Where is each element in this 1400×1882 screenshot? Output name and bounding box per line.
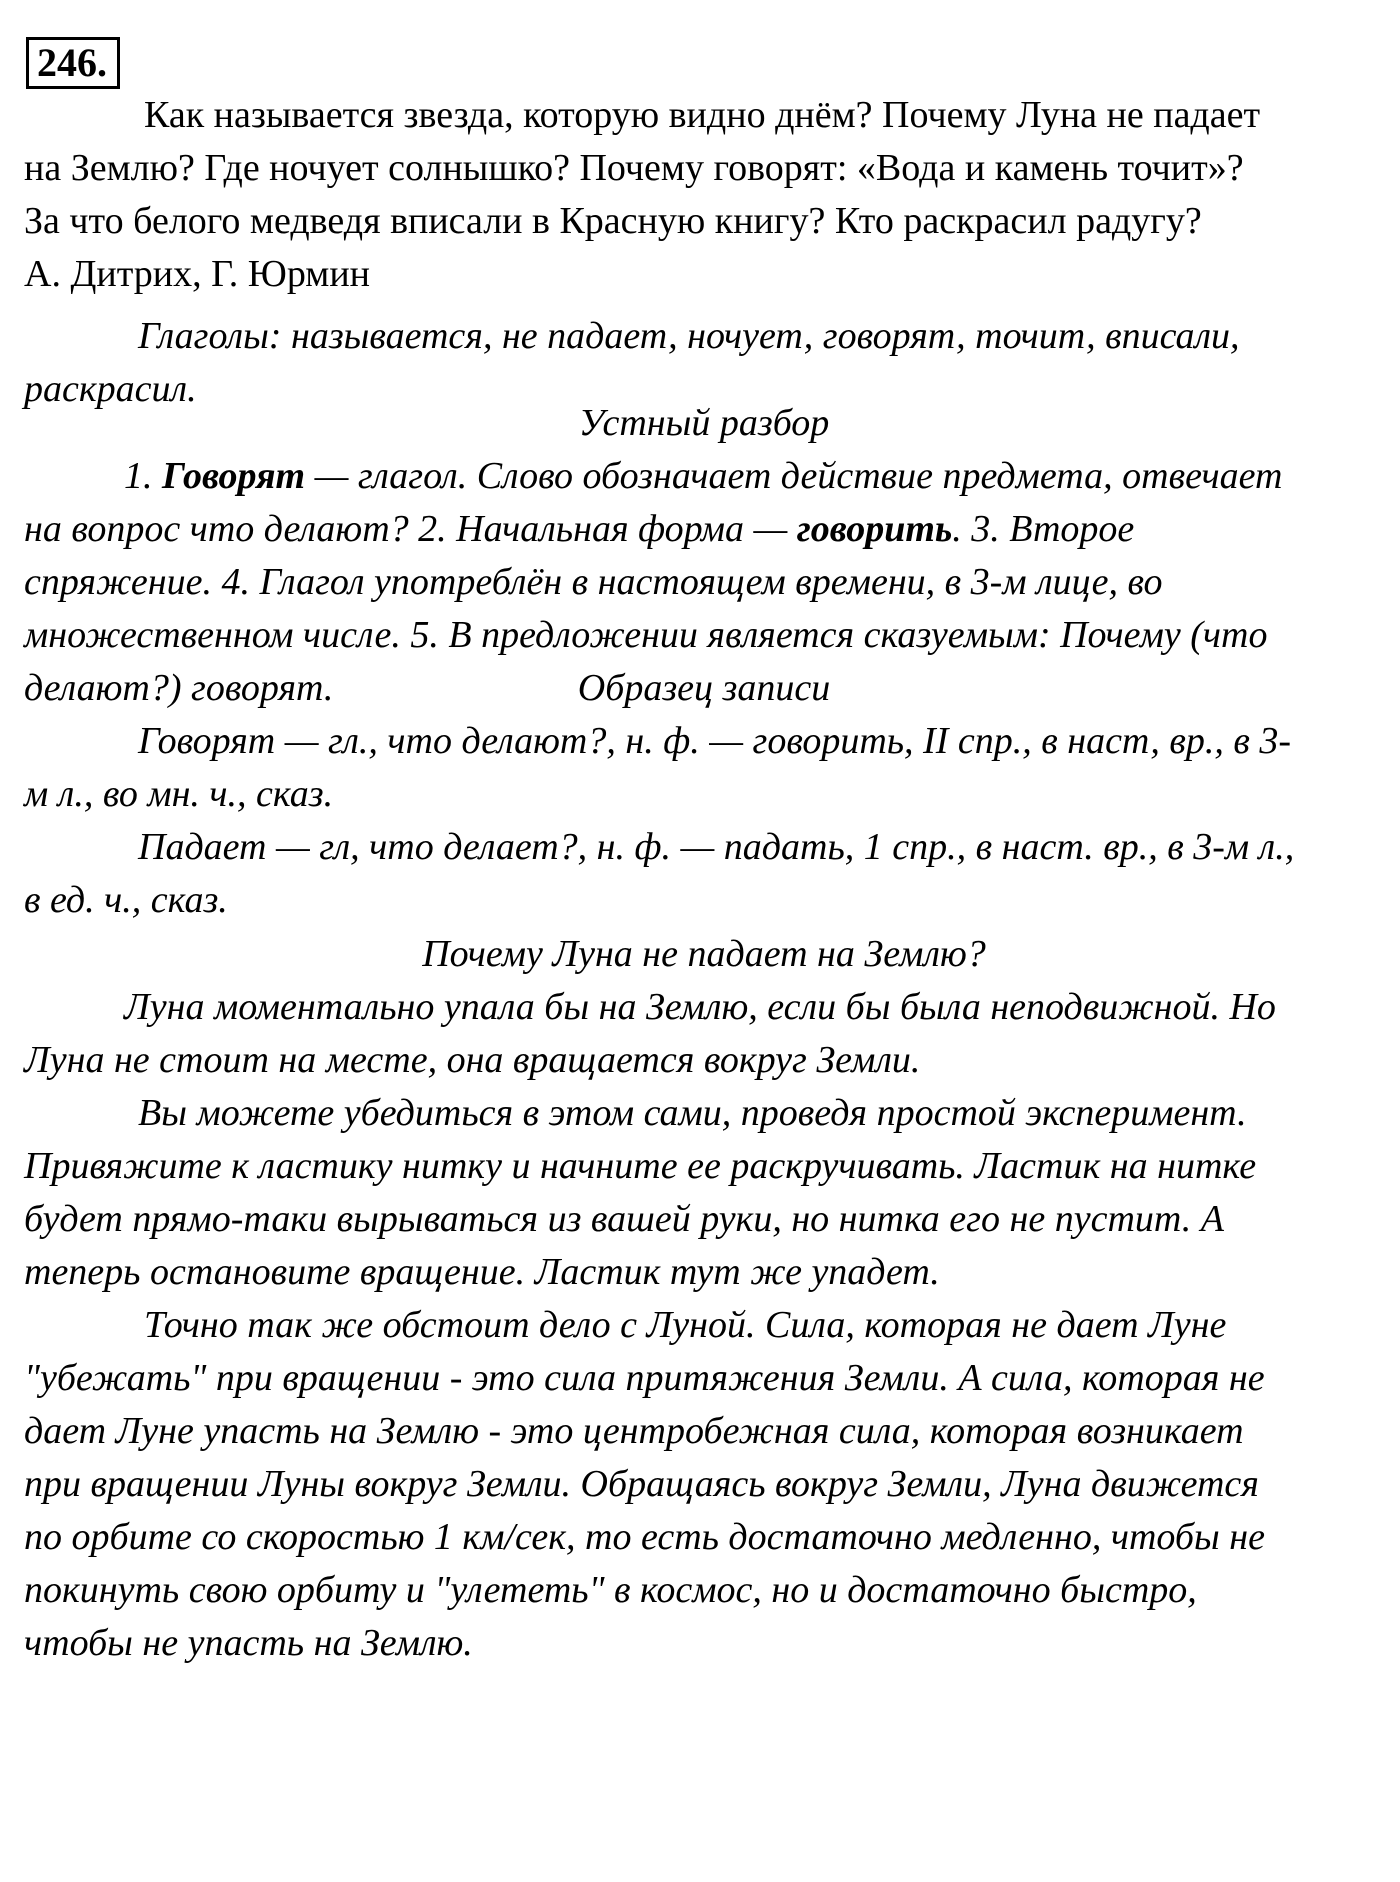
exercise-number: 246.	[26, 37, 120, 89]
paragraph-line: Привяжите к ластику нитку и начните ее раскручивать. Ластик на нитке	[24, 1145, 1257, 1187]
paragraph-line: покинуть свою орбиту и "улететь" в космос, но и достаточно быстро,	[24, 1569, 1197, 1611]
record-line: Говорят — гл., что делают?, н. ф. — говорить, II спр., в наст, вр., в 3-	[138, 720, 1291, 762]
paragraph-line: дает Луне упасть на Землю - это центробежная сила, которая возникает	[24, 1410, 1244, 1452]
paragraph-line: будет прямо-таки вырываться из вашей руки, но нитка его не пустит. А	[24, 1198, 1225, 1240]
paragraph-line: теперь остановите вращение. Ластик тут же упадет.	[24, 1251, 940, 1293]
bold-word: говорить	[796, 508, 953, 550]
section-heading: Образец записи	[577, 667, 831, 709]
record-line: в ед. ч., сказ.	[24, 879, 228, 921]
analysis-text: спряжение. 4. Глагол употреблён в настоящем времени, в 3-м лице, во	[24, 561, 1163, 603]
paragraph-line: по орбите со скоростью 1 км/сек, то есть достаточно медленно, чтобы не	[24, 1516, 1265, 1558]
moon-section	[24, 928, 1384, 1670]
analysis-text: . 3. Второе	[952, 508, 1135, 550]
paragraph-line: Вы можете убедиться в этом сами, проведя простой эксперимент.	[138, 1092, 1247, 1134]
source-authors: А. Дитрих, Г. Юрмин	[24, 253, 370, 295]
verbs-line: раскрасил.	[24, 368, 197, 410]
sample-record-section	[24, 662, 1384, 927]
paragraph-line: "убежать" при вращении - это сила притяжения Земли. А сила, которая не	[24, 1357, 1265, 1399]
section-heading: Почему Луна не падает на Землю?	[422, 933, 986, 975]
source-line: на Землю? Где ночует солнышко? Почему говорят: «Вода и камень точит»?	[24, 147, 1244, 189]
paragraph-line: Луна моментально упала бы на Землю, если бы была неподвижной. Но	[124, 986, 1276, 1028]
analysis-text: делают?) говорят.	[24, 667, 334, 709]
paragraph-line: Точно так же обстоит дело с Луной. Сила, которая не дает Луне	[144, 1304, 1227, 1346]
source-line: Как называется звезда, которую видно днём? Почему Луна не падает	[144, 94, 1261, 136]
analysis-text: — глагол. Слово обозначает действие предмета, отвечает	[305, 455, 1283, 497]
exercise-source-text	[24, 89, 1384, 301]
source-line: За что белого медведя вписали в Красную книгу? Кто раскрасил радугу?	[24, 200, 1202, 242]
record-line: Падает — гл, что делает?, н. ф. — падать, 1 спр., в наст. вр., в 3-м л.,	[138, 826, 1295, 868]
bold-word: Говорят	[162, 455, 306, 497]
paragraph-line: чтобы не упасть на Землю.	[24, 1622, 473, 1664]
verbs-line: Глаголы: называется, не падает, ночует, говорят, точит, вписали,	[138, 315, 1240, 357]
paragraph-line: Луна не стоит на месте, она вращается вокруг Земли.	[24, 1039, 921, 1081]
analysis-text: множественном числе. 5. В предложении является сказуемым: Почему (что	[24, 614, 1268, 656]
record-line: м л., во мн. ч., сказ.	[24, 773, 334, 815]
analysis-text: на вопрос что делают? 2. Начальная форма —	[24, 508, 797, 550]
paragraph-line: при вращении Луны вокруг Земли. Обращаясь вокруг Земли, Луна движется	[24, 1463, 1259, 1505]
item-number: 1.	[124, 455, 162, 497]
section-heading: Устный разбор	[578, 402, 830, 444]
